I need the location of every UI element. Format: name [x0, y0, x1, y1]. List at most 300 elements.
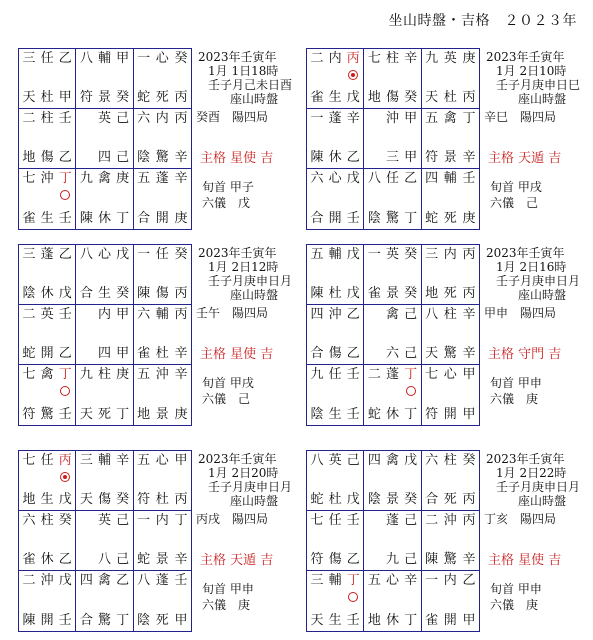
info-l2: 1月 2日16時 — [496, 260, 567, 274]
palace-glyph: 三 — [79, 453, 93, 468]
palace-glyph: 任 — [328, 513, 342, 528]
info-l4: 壬午 陽四局 — [196, 306, 269, 320]
palace-glyph: 戊 — [404, 453, 418, 468]
palace-glyph — [77, 308, 95, 322]
palace-glyph: 休 — [385, 407, 399, 422]
palace-glyph: 壬 — [346, 367, 360, 382]
palace-cell — [364, 49, 421, 109]
chart-block — [18, 48, 300, 232]
palace-glyph: 驚 — [443, 552, 457, 567]
palace-glyph: 丙 — [174, 492, 188, 507]
palace-glyph: 輔 — [97, 51, 111, 66]
double-circle-icon — [60, 472, 70, 482]
palace-cell — [307, 49, 364, 109]
palace-glyph: 己 — [404, 513, 418, 528]
palace-glyph: 天 — [425, 90, 439, 105]
palace-glyph: 禽 — [443, 111, 457, 126]
palace-cell — [134, 245, 191, 305]
palace-glyph: 丙 — [462, 286, 476, 301]
palace-glyph: 死 — [155, 90, 169, 105]
palace-cell — [422, 49, 479, 109]
palace-glyph: 蓬 — [40, 247, 54, 262]
palace-glyph: 辛 — [174, 367, 188, 382]
info-l7: 六儀 己 — [202, 392, 251, 406]
palace-glyph: 天 — [79, 407, 93, 422]
info-l4: 甲申 陽四局 — [484, 306, 557, 320]
palace-cell — [134, 365, 191, 425]
circle-icon — [406, 386, 416, 396]
palace-glyph: 沖 — [40, 573, 54, 588]
palace-cell — [76, 511, 133, 571]
palace-glyph: 禽 — [97, 171, 111, 186]
info-l2: 1月 2日20時 — [208, 466, 279, 480]
palace-glyph: 内 — [97, 307, 111, 322]
palace-glyph: 生 — [97, 286, 111, 301]
palace-glyph: 乙 — [462, 573, 476, 588]
palace-glyph: 六 — [22, 513, 36, 528]
palace-glyph: 丙 — [174, 111, 188, 126]
palace-glyph: 柱 — [97, 367, 111, 382]
palace-glyph: 戊 — [58, 573, 72, 588]
palace-glyph: 乙 — [346, 307, 360, 322]
info-l1: 2023年壬寅年 — [198, 246, 277, 260]
palace-glyph: 乙 — [346, 346, 360, 361]
palace-glyph: 丙 — [462, 247, 476, 262]
palace-glyph: 杜 — [40, 90, 54, 105]
palace-glyph: 己 — [404, 552, 418, 567]
palace-glyph — [365, 514, 383, 528]
palace-cell — [364, 169, 421, 229]
palace-glyph: 休 — [40, 286, 54, 301]
palace-glyph: 五 — [137, 453, 151, 468]
palace-glyph: 丙 — [58, 453, 72, 468]
palace-glyph: 禽 — [385, 453, 399, 468]
palace-grid — [306, 48, 480, 230]
palace-glyph: 戊 — [346, 171, 360, 186]
palace-glyph: 蛇 — [137, 552, 151, 567]
palace-glyph: 戊 — [346, 90, 360, 105]
palace-glyph: 死 — [155, 613, 169, 628]
palace-glyph: 丁 — [462, 111, 476, 126]
palace-glyph: 天 — [425, 346, 439, 361]
palace-glyph: 辛 — [404, 573, 418, 588]
palace-glyph: 乙 — [346, 552, 360, 567]
palace-glyph: 柱 — [40, 111, 54, 126]
palace-glyph: 六 — [137, 111, 151, 126]
palace-grid — [18, 450, 192, 632]
palace-glyph: 癸 — [116, 492, 130, 507]
palace-glyph: 乙 — [404, 171, 418, 186]
palace-glyph: 甲 — [462, 407, 476, 422]
palace-glyph: 丙 — [462, 513, 476, 528]
palace-cell — [422, 511, 479, 571]
info-l5: 主格 天遁 吉 — [488, 151, 562, 166]
palace-glyph: 癸 — [174, 247, 188, 262]
palace-glyph: 雀 — [22, 552, 36, 567]
info-l4: 辛巳 陽四局 — [484, 110, 557, 124]
palace-glyph: 八 — [79, 51, 93, 66]
page-header: 坐山時盤・吉格 ２０２３年 — [388, 13, 577, 29]
info-l3: 壬子月庚申日月 — [208, 274, 293, 288]
palace-glyph: 英 — [328, 453, 342, 468]
palace-glyph: 丙 — [462, 492, 476, 507]
palace-cell — [364, 245, 421, 305]
palace-glyph: 一 — [367, 247, 381, 262]
palace-glyph: 驚 — [155, 150, 169, 165]
palace-glyph: 丙 — [174, 307, 188, 322]
palace-glyph: 開 — [328, 211, 342, 226]
palace-glyph: 己 — [116, 552, 130, 567]
palace-glyph: 乙 — [346, 150, 360, 165]
palace-glyph: 己 — [404, 307, 418, 322]
palace-cell — [422, 451, 479, 511]
palace-glyph: 休 — [328, 150, 342, 165]
palace-glyph: 四 — [97, 150, 111, 165]
palace-glyph: 杜 — [328, 492, 342, 507]
palace-glyph: 甲 — [116, 51, 130, 66]
palace-glyph — [77, 112, 95, 126]
palace-glyph — [365, 308, 383, 322]
palace-glyph: 開 — [155, 211, 169, 226]
palace-glyph: 陳 — [425, 552, 439, 567]
palace-glyph: 景 — [97, 90, 111, 105]
palace-glyph: 辛 — [462, 552, 476, 567]
palace-glyph: 庚 — [116, 171, 130, 186]
palace-glyph: 驚 — [443, 346, 457, 361]
palace-glyph: 合 — [310, 346, 324, 361]
info-l3b: 座山時盤 — [230, 92, 279, 106]
palace-glyph: 辛 — [346, 111, 360, 126]
info-l3: 壬子月庚申日月 — [208, 480, 293, 494]
palace-glyph — [365, 151, 383, 165]
info-l4: 癸酉 陽四局 — [196, 110, 269, 124]
palace-glyph: 驚 — [40, 407, 54, 422]
palace-glyph: 癸 — [116, 286, 130, 301]
info-l5: 主格 守門 吉 — [488, 347, 562, 362]
palace-glyph: 五 — [137, 171, 151, 186]
palace-glyph: 九 — [385, 552, 399, 567]
palace-cell — [76, 365, 133, 425]
palace-glyph: 壬 — [58, 307, 72, 322]
palace-glyph: 乙 — [58, 552, 72, 567]
info-l6: 旬首 甲申 — [202, 582, 254, 596]
palace-grid — [18, 48, 192, 230]
palace-glyph: 甲 — [116, 307, 130, 322]
palace-cell — [19, 109, 76, 169]
palace-cell — [19, 305, 76, 365]
palace-cell — [422, 571, 479, 631]
palace-glyph: 蓬 — [155, 171, 169, 186]
palace-glyph: 陳 — [137, 286, 151, 301]
palace-glyph: 雀 — [22, 211, 36, 226]
info-l3: 壬子月庚申日月 — [496, 480, 581, 494]
palace-glyph: 乙 — [58, 150, 72, 165]
palace-glyph: 合 — [79, 286, 93, 301]
palace-glyph: 辛 — [404, 51, 418, 66]
palace-glyph: 八 — [310, 453, 324, 468]
palace-glyph: 雀 — [137, 346, 151, 361]
palace-cell — [134, 169, 191, 229]
palace-glyph: 蓬 — [385, 513, 399, 528]
palace-glyph: 辛 — [174, 552, 188, 567]
palace-cell — [19, 245, 76, 305]
palace-glyph: 生 — [328, 407, 342, 422]
info-l3: 壬子月己未日酉 — [208, 78, 293, 92]
palace-glyph — [365, 112, 383, 126]
chart-block — [306, 48, 588, 232]
palace-glyph: 沖 — [328, 307, 342, 322]
palace-glyph: 己 — [116, 111, 130, 126]
info-l1: 2023年壬寅年 — [486, 246, 565, 260]
palace-glyph: 柱 — [40, 513, 54, 528]
palace-glyph: 八 — [367, 171, 381, 186]
chart-block — [306, 244, 588, 428]
info-l3b: 座山時盤 — [518, 288, 567, 302]
palace-glyph: 陳 — [310, 150, 324, 165]
palace-glyph: 蛇 — [137, 90, 151, 105]
palace-cell — [134, 109, 191, 169]
palace-glyph: 二 — [310, 51, 324, 66]
palace-glyph: 己 — [116, 150, 130, 165]
info-l4: 丙戌 陽四局 — [196, 512, 269, 526]
palace-glyph: 死 — [97, 407, 111, 422]
palace-glyph: 五 — [137, 367, 151, 382]
palace-glyph: 七 — [22, 171, 36, 186]
palace-glyph: 戊 — [346, 492, 360, 507]
chart-block — [18, 450, 300, 634]
info-l3b: 座山時盤 — [518, 92, 567, 106]
palace-glyph: 辛 — [462, 346, 476, 361]
palace-glyph: 符 — [425, 150, 439, 165]
palace-glyph: 癸 — [174, 51, 188, 66]
palace-cell — [307, 305, 364, 365]
palace-glyph: 辛 — [462, 150, 476, 165]
palace-glyph: 八 — [137, 573, 151, 588]
palace-glyph: 心 — [97, 247, 111, 262]
palace-cell — [19, 365, 76, 425]
palace-cell — [19, 169, 76, 229]
palace-cell — [76, 451, 133, 511]
palace-cell — [364, 571, 421, 631]
palace-glyph: 壬 — [58, 111, 72, 126]
palace-glyph: 内 — [443, 573, 457, 588]
palace-glyph: 蓬 — [328, 111, 342, 126]
palace-glyph: 杜 — [155, 492, 169, 507]
palace-glyph: 壬 — [346, 613, 360, 628]
palace-glyph: 柱 — [443, 453, 457, 468]
palace-glyph: 天 — [79, 492, 93, 507]
palace-cell — [134, 511, 191, 571]
palace-glyph: 庚 — [116, 367, 130, 382]
palace-cell — [307, 511, 364, 571]
palace-glyph: 三 — [425, 247, 439, 262]
palace-glyph: 地 — [367, 90, 381, 105]
double-circle-icon — [348, 70, 358, 80]
palace-glyph: 傷 — [40, 150, 54, 165]
palace-glyph — [77, 514, 95, 528]
palace-glyph: 符 — [79, 90, 93, 105]
info-l5: 主格 星使 吉 — [200, 151, 274, 166]
info-l2: 1月 2日12時 — [208, 260, 279, 274]
info-l7: 六儀 己 — [490, 196, 539, 210]
palace-glyph: 陳 — [22, 613, 36, 628]
palace-glyph: 輔 — [155, 307, 169, 322]
palace-glyph: 陰 — [137, 613, 151, 628]
chart-block — [18, 244, 300, 428]
palace-glyph: 陰 — [137, 150, 151, 165]
palace-glyph: 戊 — [116, 247, 130, 262]
palace-glyph: 壬 — [346, 211, 360, 226]
palace-glyph: 開 — [40, 613, 54, 628]
palace-glyph: 陰 — [367, 211, 381, 226]
info-l7: 六儀 庚 — [490, 392, 539, 406]
palace-glyph: 壬 — [58, 613, 72, 628]
palace-glyph: 甲 — [174, 453, 188, 468]
palace-cell — [134, 305, 191, 365]
palace-glyph: 雀 — [310, 90, 324, 105]
palace-glyph: 沖 — [385, 111, 399, 126]
palace-glyph: 戊 — [58, 492, 72, 507]
palace-glyph: 地 — [22, 492, 36, 507]
palace-glyph: 甲 — [58, 90, 72, 105]
palace-glyph: 地 — [425, 286, 439, 301]
palace-glyph: 開 — [443, 407, 457, 422]
palace-cell — [364, 305, 421, 365]
palace-glyph: 沖 — [40, 171, 54, 186]
palace-glyph: 九 — [79, 171, 93, 186]
info-l7: 六儀 庚 — [202, 598, 251, 612]
palace-glyph: 雀 — [425, 613, 439, 628]
palace-grid — [18, 244, 192, 426]
palace-cell — [364, 365, 421, 425]
palace-glyph: 壬 — [58, 407, 72, 422]
palace-glyph: 驚 — [385, 211, 399, 226]
palace-glyph: 任 — [385, 171, 399, 186]
palace-glyph: 八 — [97, 552, 111, 567]
palace-glyph: 心 — [385, 573, 399, 588]
chart-block — [306, 450, 588, 634]
palace-cell — [19, 511, 76, 571]
palace-glyph: 壬 — [346, 513, 360, 528]
palace-glyph: 九 — [310, 367, 324, 382]
palace-glyph: 七 — [425, 367, 439, 382]
palace-glyph: 一 — [137, 247, 151, 262]
palace-glyph — [77, 553, 95, 567]
palace-glyph: 傷 — [385, 90, 399, 105]
palace-glyph: 辛 — [462, 307, 476, 322]
palace-glyph: 八 — [79, 247, 93, 262]
palace-glyph: 癸 — [116, 90, 130, 105]
palace-glyph: 心 — [155, 51, 169, 66]
palace-glyph: 地 — [137, 407, 151, 422]
palace-glyph: 癸 — [462, 453, 476, 468]
palace-glyph: 丁 — [404, 367, 418, 382]
palace-glyph: 四 — [79, 573, 93, 588]
palace-cell — [422, 109, 479, 169]
palace-glyph: 雀 — [367, 286, 381, 301]
palace-cell — [422, 169, 479, 229]
palace-glyph: 輔 — [97, 453, 111, 468]
palace-glyph: 符 — [22, 407, 36, 422]
palace-cell — [76, 169, 133, 229]
palace-glyph: 内 — [155, 513, 169, 528]
palace-glyph: 丙 — [174, 90, 188, 105]
palace-glyph: 壬 — [462, 171, 476, 186]
palace-glyph: 輔 — [443, 171, 457, 186]
palace-glyph: 丁 — [58, 171, 72, 186]
palace-glyph: 地 — [22, 150, 36, 165]
palace-glyph: 内 — [155, 111, 169, 126]
palace-cell — [134, 571, 191, 631]
palace-cell — [76, 109, 133, 169]
info-l2: 1月 2日22時 — [496, 466, 567, 480]
palace-glyph: 天 — [310, 613, 324, 628]
palace-glyph: 英 — [443, 51, 457, 66]
palace-glyph: 乙 — [58, 247, 72, 262]
palace-glyph: 符 — [310, 552, 324, 567]
palace-glyph: 合 — [79, 613, 93, 628]
palace-glyph: 辛 — [174, 346, 188, 361]
palace-glyph: 丙 — [174, 286, 188, 301]
info-l2: 1月 2日10時 — [496, 64, 567, 78]
palace-glyph: 丁 — [116, 613, 130, 628]
palace-glyph: 甲 — [462, 367, 476, 382]
palace-glyph: 蛇 — [425, 211, 439, 226]
palace-glyph: 二 — [367, 367, 381, 382]
palace-glyph: 景 — [443, 150, 457, 165]
info-l7: 六儀 庚 — [490, 598, 539, 612]
palace-grid — [306, 244, 480, 426]
palace-glyph: 蓬 — [155, 573, 169, 588]
palace-glyph: 生 — [40, 492, 54, 507]
palace-cell — [422, 245, 479, 305]
palace-glyph: 死 — [443, 492, 457, 507]
palace-glyph: 輔 — [328, 247, 342, 262]
palace-glyph: 戊 — [346, 247, 360, 262]
palace-glyph: 三 — [385, 150, 399, 165]
palace-glyph: 癸 — [404, 492, 418, 507]
palace-cell — [364, 511, 421, 571]
palace-glyph: 甲 — [404, 111, 418, 126]
palace-glyph: 己 — [346, 453, 360, 468]
palace-glyph: 三 — [22, 51, 36, 66]
palace-glyph: 休 — [97, 211, 111, 226]
palace-glyph: 七 — [310, 513, 324, 528]
palace-glyph: 開 — [443, 613, 457, 628]
palace-glyph: 丁 — [346, 573, 360, 588]
palace-glyph: 心 — [155, 453, 169, 468]
palace-glyph: 七 — [22, 453, 36, 468]
palace-glyph: 傷 — [328, 552, 342, 567]
palace-glyph: 乙 — [58, 51, 72, 66]
palace-glyph: 柱 — [443, 307, 457, 322]
info-l6: 旬首 甲戌 — [490, 180, 542, 194]
palace-glyph — [365, 347, 383, 361]
palace-cell — [364, 109, 421, 169]
palace-cell — [307, 169, 364, 229]
palace-glyph: 六 — [310, 171, 324, 186]
palace-glyph: 丁 — [116, 407, 130, 422]
palace-glyph: 丙 — [346, 51, 360, 66]
palace-glyph: 癸 — [404, 247, 418, 262]
palace-glyph: 蓬 — [385, 367, 399, 382]
palace-glyph: 陳 — [79, 211, 93, 226]
info-l1: 2023年壬寅年 — [486, 50, 565, 64]
palace-glyph: 生 — [40, 211, 54, 226]
palace-glyph: 任 — [155, 247, 169, 262]
palace-glyph: 景 — [155, 407, 169, 422]
info-l5: 主格 天遁 吉 — [200, 553, 274, 568]
